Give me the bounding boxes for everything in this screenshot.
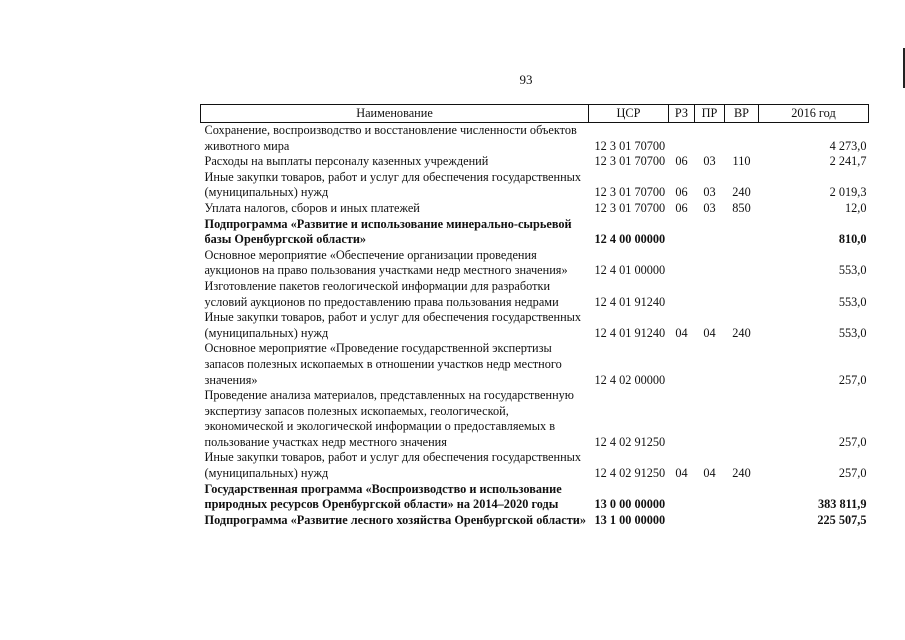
- cell-rz: [669, 248, 695, 279]
- cell-value: 12,0: [844, 200, 867, 215]
- cell-value: 553,0: [838, 294, 867, 309]
- cell-rz: [669, 123, 695, 155]
- table-row: [201, 248, 869, 279]
- cell-rz: 06: [675, 185, 688, 200]
- cell-csr: 12 3 01 70700: [594, 185, 666, 200]
- cell-rz: [669, 217, 695, 248]
- cell-vr: 110: [732, 154, 751, 169]
- cell-rz: [669, 388, 695, 450]
- cell-value: 553,0: [838, 263, 867, 278]
- table-header-row: [201, 105, 869, 123]
- table-body: [201, 123, 869, 529]
- cell-pr: 03: [703, 200, 716, 215]
- cell-vr: [725, 123, 759, 155]
- cell-value: 383 811,9: [817, 497, 867, 512]
- cell-name: Уплата налогов, сборов и иных платежей: [204, 200, 420, 215]
- cell-csr: 13 0 00 00000: [594, 497, 666, 512]
- cell-value: 2 019,3: [829, 185, 867, 200]
- cell-csr: 12 4 01 00000: [594, 263, 666, 278]
- cell-vr: 240: [732, 325, 751, 340]
- cell-value: 810,0: [838, 232, 867, 247]
- cell-name: Изготовление пакетов геологической информации для разработки условий аукционов по предоставлению права пользования недрами: [204, 278, 559, 309]
- cell-vr: [725, 513, 759, 529]
- cell-value: 4 273,0: [829, 138, 867, 153]
- cell-name: Основное мероприятие «Проведение государственной экспертизы запасов полезных ископаемых в отношении участков недр местного значения»: [204, 341, 562, 387]
- cell-csr: 12 4 02 00000: [594, 372, 666, 387]
- cell-vr: 240: [732, 466, 751, 481]
- cell-name: Иные закупки товаров, работ и услуг для обеспечения государственных (муниципальных) нужд: [204, 450, 582, 481]
- cell-rz: [669, 341, 695, 388]
- header-pr: ПР: [695, 105, 725, 123]
- cell-name: Подпрограмма «Развитие лесного хозяйства Оренбургской области»: [204, 512, 586, 527]
- cell-rz: 06: [675, 154, 688, 169]
- table-row: [201, 513, 869, 529]
- cell-rz: 04: [675, 466, 688, 481]
- cell-pr: 03: [703, 154, 716, 169]
- header-rz: РЗ: [669, 105, 695, 123]
- cell-rz: 04: [675, 325, 688, 340]
- table-row: [201, 310, 869, 341]
- cell-pr: 03: [703, 185, 716, 200]
- cell-pr: [695, 513, 725, 529]
- header-name: Наименование: [201, 105, 589, 123]
- table-row: [201, 450, 869, 481]
- cell-vr: [725, 279, 759, 310]
- cell-csr: 12 3 01 70700: [594, 200, 666, 215]
- table-row: [201, 341, 869, 388]
- cell-value: 225 507,5: [817, 512, 867, 527]
- cell-pr: [695, 248, 725, 279]
- cell-rz: [669, 279, 695, 310]
- cell-value: 2 241,7: [829, 154, 867, 169]
- cell-csr: 12 4 02 91250: [594, 434, 666, 449]
- table-row: [201, 170, 869, 201]
- table-row: [201, 279, 869, 310]
- cell-pr: [695, 388, 725, 450]
- cell-pr: [695, 217, 725, 248]
- cell-name: Подпрограмма «Развитие и использование минерально-сырьевой базы Оренбургской области»: [204, 216, 572, 247]
- cell-csr: 12 4 01 91240: [594, 294, 666, 309]
- cell-name: Основное мероприятие «Обеспечение организации проведения аукционов на право пользования участками недр местного значения»: [204, 247, 568, 278]
- cell-csr: 12 4 01 91240: [594, 325, 666, 340]
- header-csr: ЦСР: [589, 105, 669, 123]
- budget-table: [200, 104, 869, 528]
- cell-pr: [695, 279, 725, 310]
- cell-vr: 850: [732, 200, 751, 215]
- cell-vr: [725, 341, 759, 388]
- cell-csr: 13 1 00 00000: [594, 512, 666, 527]
- table-row: [201, 388, 869, 450]
- cell-name: Иные закупки товаров, работ и услуг для обеспечения государственных (муниципальных) нужд: [204, 169, 582, 200]
- cell-vr: [725, 482, 759, 513]
- cell-csr: 12 3 01 70700: [594, 138, 666, 153]
- cell-name: Государственная программа «Воспроизводство и использование природных ресурсов Оренбургской области» на 2014–2020 годы: [204, 481, 562, 512]
- cell-rz: 06: [675, 200, 688, 215]
- cell-pr: [695, 341, 725, 388]
- cell-value: 257,0: [838, 434, 867, 449]
- cell-csr: 12 4 02 91250: [594, 466, 666, 481]
- cell-rz: [669, 482, 695, 513]
- page-number: 93: [519, 72, 533, 87]
- table-row: [201, 154, 869, 170]
- cell-rz: [669, 513, 695, 529]
- cell-csr: 12 4 00 00000: [594, 232, 666, 247]
- cell-csr: 12 3 01 70700: [594, 154, 666, 169]
- cell-pr: 04: [703, 466, 716, 481]
- header-vr: ВР: [725, 105, 759, 123]
- cell-value: 553,0: [838, 325, 867, 340]
- cell-pr: [695, 482, 725, 513]
- table-row: [201, 123, 869, 155]
- header-year: 2016 год: [759, 105, 869, 123]
- cell-name: Проведение анализа материалов, представленных на государственную экспертизу запасов полезных ископаемых, геологической, экономической и экологической информации о предоставляемых в пользование участках недр местного значения: [204, 388, 574, 449]
- cell-name: Расходы на выплаты персоналу казенных учреждений: [204, 154, 489, 169]
- cell-name: Иные закупки товаров, работ и услуг для обеспечения государственных (муниципальных) нужд: [204, 310, 582, 340]
- table-row: [201, 482, 869, 513]
- cell-value: 257,0: [838, 372, 867, 387]
- cell-vr: 240: [732, 185, 751, 200]
- cell-pr: 04: [703, 325, 716, 340]
- table-row: [201, 217, 869, 248]
- cell-vr: [725, 388, 759, 450]
- cell-value: 257,0: [838, 466, 867, 481]
- table-row: [201, 201, 869, 217]
- cell-vr: [725, 248, 759, 279]
- cell-vr: [725, 217, 759, 248]
- cell-pr: [695, 123, 725, 155]
- cell-name: Сохранение, воспроизводство и восстановление численности объектов животного мира: [204, 123, 577, 153]
